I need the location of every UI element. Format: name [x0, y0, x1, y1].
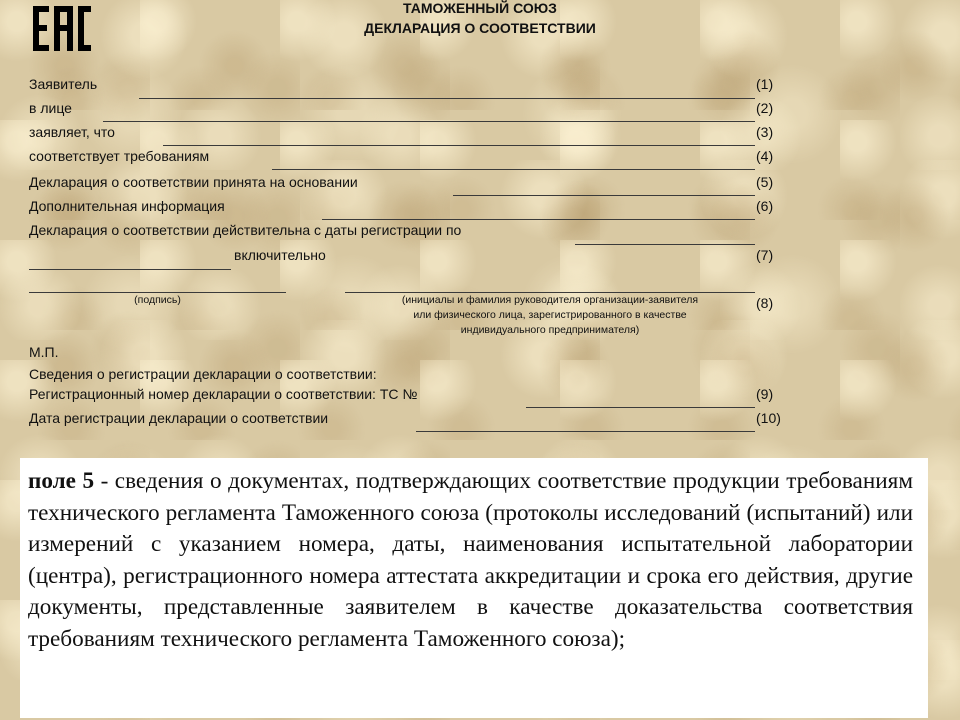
union-title: ТАМОЖЕННЫЙ СОЮЗ	[403, 0, 557, 16]
basis-label: Декларация о соответствии принята на основании	[29, 174, 358, 190]
registration-number-label: Регистрационный номер декларации о соответствии: ТС №	[29, 386, 418, 402]
field-number-7: (7)	[756, 247, 774, 263]
field-number-1: (1)	[756, 76, 774, 92]
stamp-label: М.П.	[29, 344, 59, 360]
declaration-title: ДЕКЛАРАЦИЯ О СООТВЕТСТВИИ	[364, 20, 596, 36]
basis-field	[453, 195, 755, 196]
name-caption-line-3: индивидуального предпринимателя)	[460, 324, 640, 336]
field-number-4: (4)	[756, 148, 774, 164]
validity-end-field	[29, 269, 231, 270]
signature-caption: (подпись)	[134, 294, 181, 306]
registration-heading: Сведения о регистрации декларации о соответствии:	[29, 366, 377, 382]
requirements-field	[272, 169, 755, 170]
applicant-label: Заявитель	[29, 76, 98, 92]
validity-date-field	[575, 244, 755, 245]
field-5-description: - сведения о документах, подтверждающих соответствие продукции требованиям технического регламента Таможенного союза (протоколы исследований (испытаний) или измерений с указанием номера, даты, наименования испытательной лаборатории (центра), регистрационного номера аттестата аккредитации и срока его действия, другие документы, представленные заявителем в качестве доказательства соответствия требованиям технического регламента Таможенного союза);	[28, 468, 913, 652]
field-number-8: (8)	[756, 295, 774, 311]
applicant-field	[139, 98, 755, 99]
registration-date-field	[416, 431, 755, 432]
field-number-9: (9)	[756, 386, 774, 402]
inclusive-label: включительно	[234, 247, 326, 263]
registration-date-label: Дата регистрации декларации о соответствии	[29, 410, 329, 426]
field-number-10: (10)	[756, 410, 781, 426]
field-number-6: (6)	[756, 198, 774, 214]
eac-logo	[33, 6, 91, 51]
requirements-label: соответствует требованиям	[29, 148, 210, 164]
field-number-5: (5)	[756, 174, 774, 190]
represented-by-label: в лице	[29, 100, 72, 116]
field-5-name: поле 5	[28, 468, 95, 494]
additional-info-field	[322, 219, 755, 220]
field-5-note-panel	[20, 458, 928, 718]
additional-info-label: Дополнительная информация	[29, 198, 225, 214]
validity-label: Декларация о соответствии действительна с даты регистрации по	[29, 222, 462, 238]
field-number-3: (3)	[756, 124, 774, 140]
field-number-2: (2)	[756, 100, 774, 116]
name-caption-line-2: или физического лица, зарегистрированного в качестве	[413, 309, 687, 321]
registration-number-field	[526, 407, 755, 408]
declares-field	[163, 145, 755, 146]
name-caption-line-1: (инициалы и фамилия руководителя организации-заявителя	[401, 294, 699, 306]
field-5-note	[28, 466, 913, 656]
represented-by-field	[103, 121, 755, 122]
declares-label: заявляет, что	[29, 124, 115, 140]
